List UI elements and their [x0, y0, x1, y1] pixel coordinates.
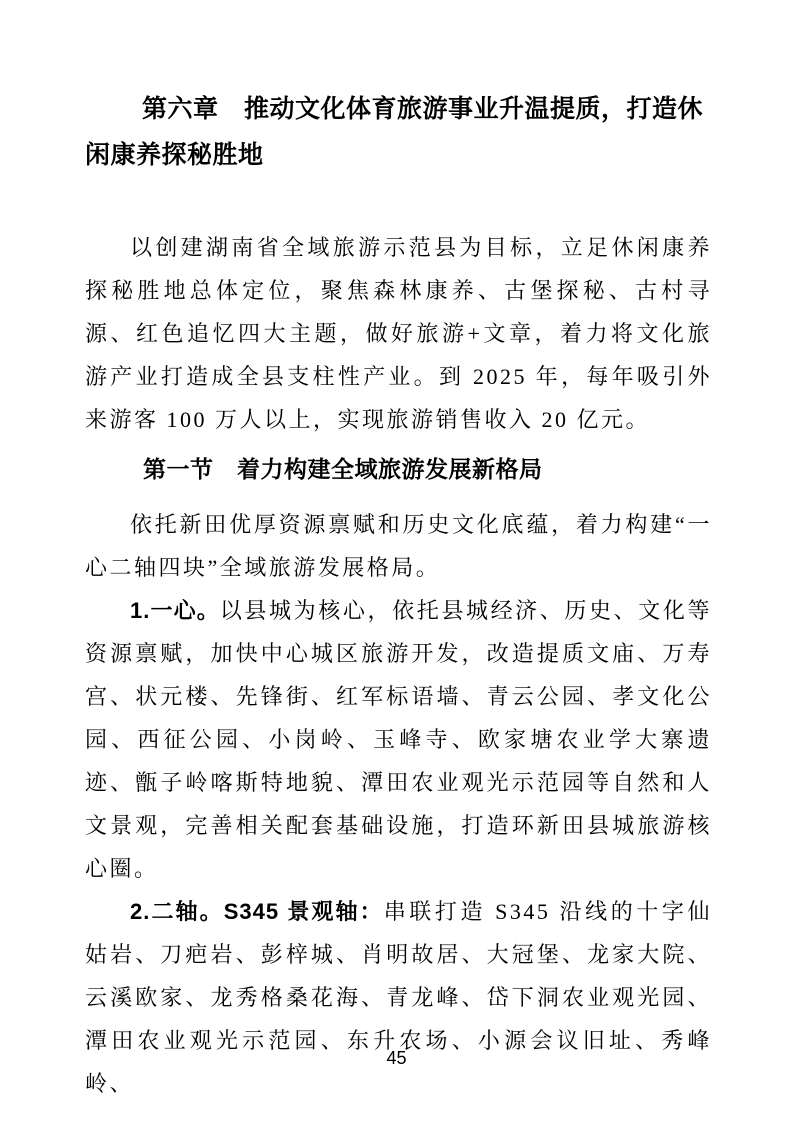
list-item-paragraph-1: [85, 589, 712, 890]
list-item-2-lead: 2.二轴。S345 景观轴：: [130, 899, 384, 924]
section-heading: 第一节 着力构建全域旅游发展新格局: [143, 456, 543, 482]
section-intro-paragraph: 依托新田优厚资源禀赋和历史文化底蕴，着力构建“一心二轴四块”全域旅游发展格局。: [85, 512, 712, 580]
intro-paragraph: 以创建湖南省全域旅游示范县为目标，立足休闲康养探秘胜地总体定位，聚焦森林康养、古堡探秘、古村寻源、红色追忆四大主题，做好旅游+文章，着力将文化旅游产业打造成全县支柱性产业。到 2025 年，每年吸引外来游客 100 万人以上，实现旅游销售收入 20 亿元。: [85, 235, 712, 432]
chapter-title: 第六章 推动文化体育旅游事业升温提质，打造休闲康养探秘胜地: [85, 95, 704, 169]
list-item-1-text: 以县城为核心，依托县城经济、历史、文化等资源禀赋，加快中心城区旅游开发，改造提质文庙、万寿宫、状元楼、先锋街、红军标语墙、青云公园、孝文化公园、西征公园、小岗岭、玉峰寺、欧家塘农业学大寨遗迹、甑子岭喀斯特地貌、潭田农业观光示范园等自然和人文景观，完善相关配套基础设施，打造环新田县城旅游核心圈。: [85, 598, 712, 881]
page-content: [85, 0, 712, 1105]
list-item-paragraph-2: [85, 890, 712, 1105]
list-item-1-lead: 1.一心。: [130, 598, 220, 623]
page-number: 45: [386, 1048, 407, 1068]
list-item-2-text: 串联打造 S345 沿线的十字仙姑岩、刀疤岩、彭梓城、肖明故居、大冠堡、龙家大院、云溪欧家、龙秀格桑花海、青龙峰、岱下洞农业观光园、潭田农业观光示范园、东升农场、小源会议旧址、秀峰岭、: [85, 899, 712, 1096]
